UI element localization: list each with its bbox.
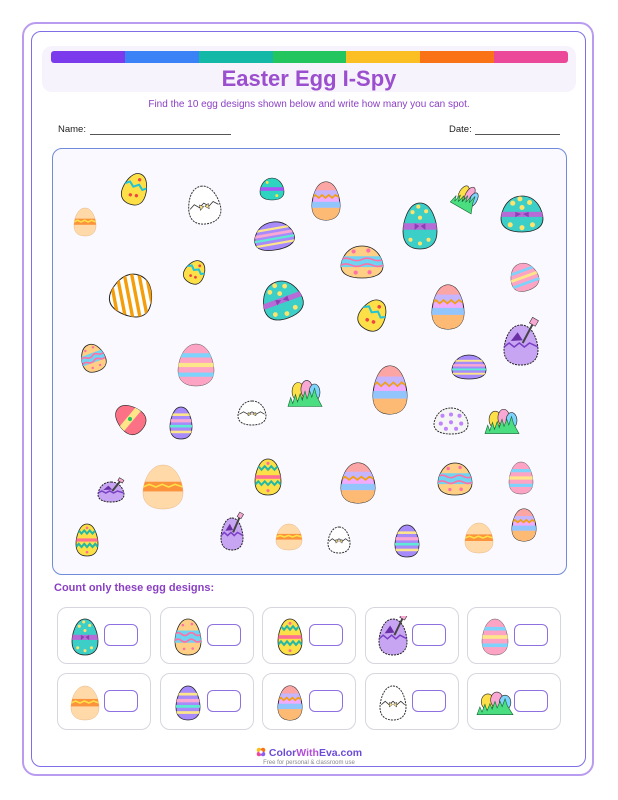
teal-dots-bow-egg-icon xyxy=(66,616,104,658)
scene-egg-peach-diagonal-stripe-egg xyxy=(465,523,493,553)
egg-design-card xyxy=(57,673,151,730)
scene-egg-yellow-dots-egg xyxy=(354,295,393,336)
scene-egg-striped-gray-egg xyxy=(93,264,171,326)
scene-egg-teal-dots-bow-egg xyxy=(403,203,437,249)
blue-wave-egg-icon xyxy=(169,616,207,658)
scene-egg-yellow-dots-egg xyxy=(118,170,151,208)
scene-egg-yellow-dots-egg xyxy=(180,257,209,288)
purple-striped-egg-icon xyxy=(169,682,207,724)
rainbow-zigzag-egg-icon xyxy=(271,682,309,724)
scene-egg-blue-wave-egg xyxy=(438,463,472,495)
blue-wave-egg-icon xyxy=(175,619,201,655)
teal-dots-bow-egg-icon xyxy=(72,619,98,655)
egg-design-card xyxy=(365,607,459,664)
scene-egg-white-bow-egg xyxy=(328,527,350,553)
egg-design-card xyxy=(262,673,356,730)
rainbow-segment xyxy=(420,51,494,63)
scene-egg-eggs-in-grass xyxy=(450,181,483,214)
scene-egg-rainbow-zigzag-egg xyxy=(312,182,340,221)
count-heading: Count only these egg designs: xyxy=(54,582,215,594)
brand-logo xyxy=(0,747,618,759)
rainbow-segment xyxy=(494,51,568,63)
scene-egg-yellow-zigzag-egg xyxy=(76,524,98,556)
egg-design-card xyxy=(57,607,151,664)
scene-egg-peach-diagonal-stripe-egg xyxy=(276,524,302,550)
name-label: Name: xyxy=(58,124,86,135)
egg-design-card xyxy=(467,673,561,730)
peach-diagonal-stripe-egg-icon xyxy=(66,682,104,724)
count-answer-box[interactable] xyxy=(309,690,343,712)
scene-egg-purple-striped-egg xyxy=(395,525,419,557)
count-answer-box[interactable] xyxy=(104,624,138,646)
date-label: Date: xyxy=(449,124,472,135)
pink-blue-stripe-egg-icon xyxy=(482,619,508,655)
rainbow-segment xyxy=(51,51,125,63)
scene-egg-pink-blue-stripe-egg xyxy=(509,462,533,494)
scene-egg-pink-blue-stripe-egg xyxy=(178,344,214,386)
scene-egg-peach-diagonal-stripe-egg xyxy=(74,208,96,236)
scene-egg-purple-cracked-chick-egg xyxy=(98,478,124,502)
egg-search-board xyxy=(52,148,567,575)
white-bow-egg-icon xyxy=(374,682,412,724)
scene-egg-white-dots-egg xyxy=(434,408,468,434)
eggs-in-grass-icon xyxy=(476,682,514,724)
yellow-zigzag-egg-icon xyxy=(271,616,309,658)
name-line[interactable] xyxy=(90,134,231,135)
egg-design-card xyxy=(160,673,254,730)
count-answer-box[interactable] xyxy=(514,624,548,646)
brand-prefix: Color xyxy=(268,747,297,759)
egg-scene xyxy=(53,149,567,575)
egg-design-card xyxy=(262,607,356,664)
scene-egg-purple-cracked-chick-egg xyxy=(221,512,244,550)
egg-design-card xyxy=(467,607,561,664)
scene-egg-rainbow-zigzag-egg xyxy=(341,463,375,504)
eggs-in-grass-icon xyxy=(477,692,513,715)
rainbow-segment xyxy=(125,51,199,63)
count-answer-box[interactable] xyxy=(514,690,548,712)
count-answer-box[interactable] xyxy=(412,690,446,712)
scene-egg-rainbow-zigzag-egg xyxy=(373,366,407,415)
peach-diagonal-stripe-egg-icon xyxy=(71,686,99,720)
scene-egg-yellow-zigzag-egg xyxy=(255,459,281,495)
scene-egg-white-bow-egg xyxy=(185,184,223,227)
scene-egg-purple-striped-egg xyxy=(252,219,296,254)
scene-egg-blue-wave-egg xyxy=(77,341,109,376)
brand-suffix: Eva.com xyxy=(318,747,363,759)
yellow-zigzag-egg-icon xyxy=(278,619,302,655)
count-answer-box[interactable] xyxy=(104,690,138,712)
scene-egg-teal-dots-bow-egg xyxy=(501,196,543,232)
scene-egg-eggs-in-grass xyxy=(288,380,322,406)
scene-egg-teal-dots-bow-egg xyxy=(257,275,308,324)
egg-design-card xyxy=(365,673,459,730)
page-title: Easter Egg I-Spy xyxy=(221,66,397,91)
count-answer-box[interactable] xyxy=(309,624,343,646)
date-line[interactable] xyxy=(475,134,560,135)
scene-egg-pink-egg xyxy=(109,399,150,439)
purple-cracked-chick-egg-icon xyxy=(379,616,408,655)
rainbow-segment xyxy=(273,51,347,63)
scene-egg-purple-cracked-chick-egg xyxy=(504,317,538,365)
scene-egg-eggs-in-grass xyxy=(485,409,519,433)
flower-icon xyxy=(256,747,266,757)
rainbow-segment xyxy=(199,51,273,63)
purple-cracked-chick-egg-icon xyxy=(374,616,412,658)
scene-egg-teal-purple-egg xyxy=(260,178,284,200)
scene-egg-white-bow-egg xyxy=(238,401,266,425)
rainbow-zigzag-egg-icon xyxy=(278,686,302,721)
instructions-text: Find the 10 egg designs shown below and write how many you can spot. xyxy=(148,99,470,110)
brand-mid: With xyxy=(296,747,319,759)
purple-striped-egg-icon xyxy=(176,686,200,720)
scene-egg-pink-blue-stripe-egg xyxy=(506,259,542,295)
rainbow-bar xyxy=(51,51,568,63)
scene-egg-rainbow-zigzag-egg xyxy=(512,509,536,542)
count-answer-box[interactable] xyxy=(412,624,446,646)
scene-egg-purple-striped-egg xyxy=(170,407,192,439)
count-answer-box[interactable] xyxy=(207,624,241,646)
egg-design-card xyxy=(160,607,254,664)
footer xyxy=(0,747,618,766)
scene-egg-blue-wave-egg xyxy=(341,246,383,278)
scene-egg-rainbow-zigzag-egg xyxy=(432,285,464,330)
count-answer-box[interactable] xyxy=(207,690,241,712)
scene-egg-purple-striped-egg xyxy=(452,355,486,379)
footer-tagline: Free for personal & classroom use xyxy=(263,760,355,766)
pink-blue-stripe-egg-icon xyxy=(476,616,514,658)
rainbow-segment xyxy=(346,51,420,63)
white-bow-egg-icon xyxy=(380,686,406,720)
scene-egg-peach-diagonal-stripe-egg xyxy=(143,465,183,509)
